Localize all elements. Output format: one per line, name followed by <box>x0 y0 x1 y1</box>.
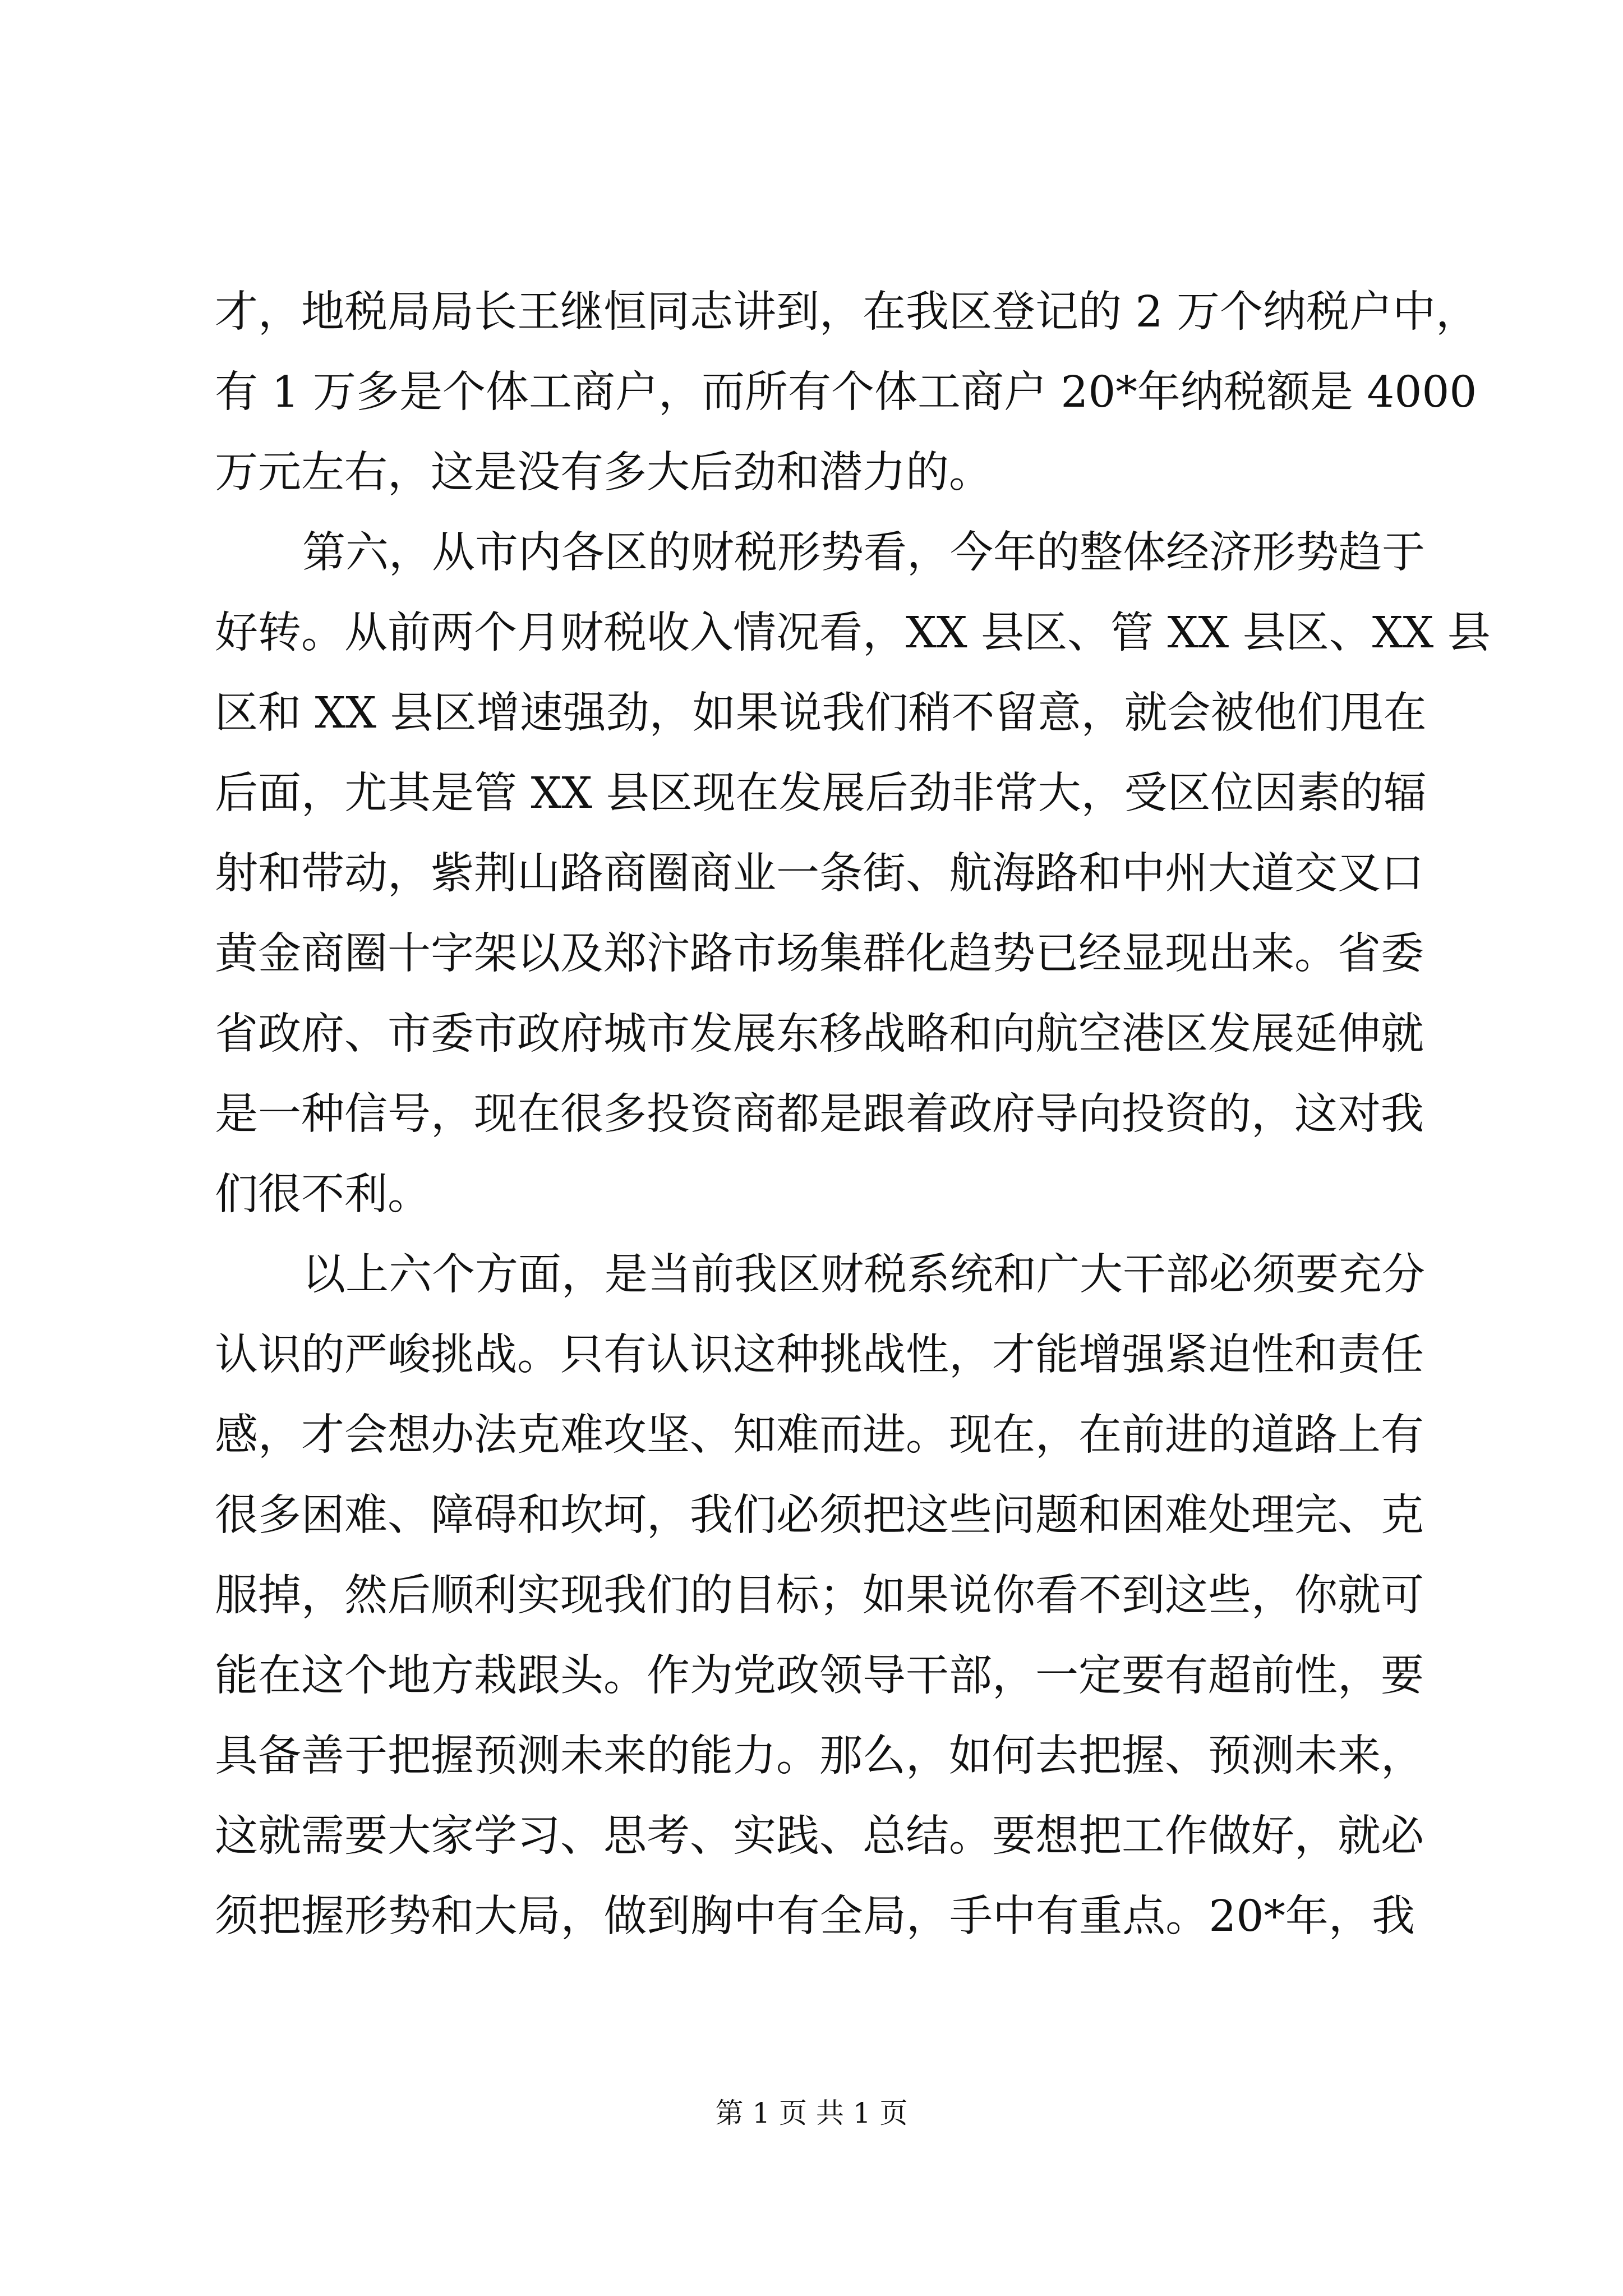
body-text-line: 才，地税局局长王继恒同志讲到，在我区登记的 2 万个纳税户中， <box>215 287 1479 337</box>
body-text-line: 射和带动，紫荆山路商圈商业一条街、航海路和中州大道交叉口 <box>215 849 1424 899</box>
body-text-line: 服掉，然后顺利实现我们的目标；如果说你看不到这些，你就可 <box>215 1571 1424 1621</box>
body-text-line: 能在这个地方栽跟头。作为党政领导干部，一定要有超前性，要 <box>215 1651 1424 1701</box>
body-text-line: 感，才会想办法克难攻坚、知难而进。现在，在前进的道路上有 <box>215 1410 1424 1460</box>
page-number-footer: 第 1 页 共 1 页 <box>715 2097 908 2129</box>
body-text-line: 须把握形势和大局，做到胸中有全局，手中有重点。20*年，我 <box>215 1892 1415 1941</box>
body-text-line: 这就需要大家学习、思考、实践、总结。要想把工作做好，就必 <box>215 1811 1424 1861</box>
body-text-line: 区和 XX 县区增速强劲，如果说我们稍不留意，就会被他们甩在 <box>215 688 1427 738</box>
paragraph-start-line: 以上六个方面，是当前我区财税系统和广大干部必须要充分 <box>302 1250 1425 1300</box>
body-text-line: 万元左右，这是没有多大后劲和潜力的。 <box>215 448 992 498</box>
body-text-line: 好转。从前两个月财税收入情况看，XX 县区、管 XX 县区、XX 县 <box>215 608 1491 658</box>
body-text-line: 们很不利。 <box>215 1170 431 1220</box>
body-text-line: 黄金商圈十字架以及郑汴路市场集群化趋势已经显现出来。省委 <box>215 929 1424 979</box>
body-text-line: 是一种信号，现在很多投资商都是跟着政府导向投资的，这对我 <box>215 1089 1424 1139</box>
body-text-line: 后面，尤其是管 XX 县区现在发展后劲非常大，受区位因素的辐 <box>215 769 1427 818</box>
body-text-line: 很多困难、障碍和坎坷，我们必须把这些问题和困难处理完、克 <box>215 1490 1424 1540</box>
paragraph-start-line: 第六，从市内各区的财税形势看，今年的整体经济形势趋于 <box>302 528 1425 578</box>
body-text-line: 认识的严峻挑战。只有认识这种挑战性，才能增强紧迫性和责任 <box>215 1330 1424 1380</box>
body-text-line: 省政府、市委市政府城市发展东移战略和向航空港区发展延伸就 <box>215 1009 1424 1059</box>
body-text-line: 有 1 万多是个体工商户，而所有个体工商户 20*年纳税额是 4000 <box>215 367 1477 417</box>
body-text-line: 具备善于把握预测未来的能力。那么，如何去把握、预测未来， <box>215 1731 1424 1781</box>
